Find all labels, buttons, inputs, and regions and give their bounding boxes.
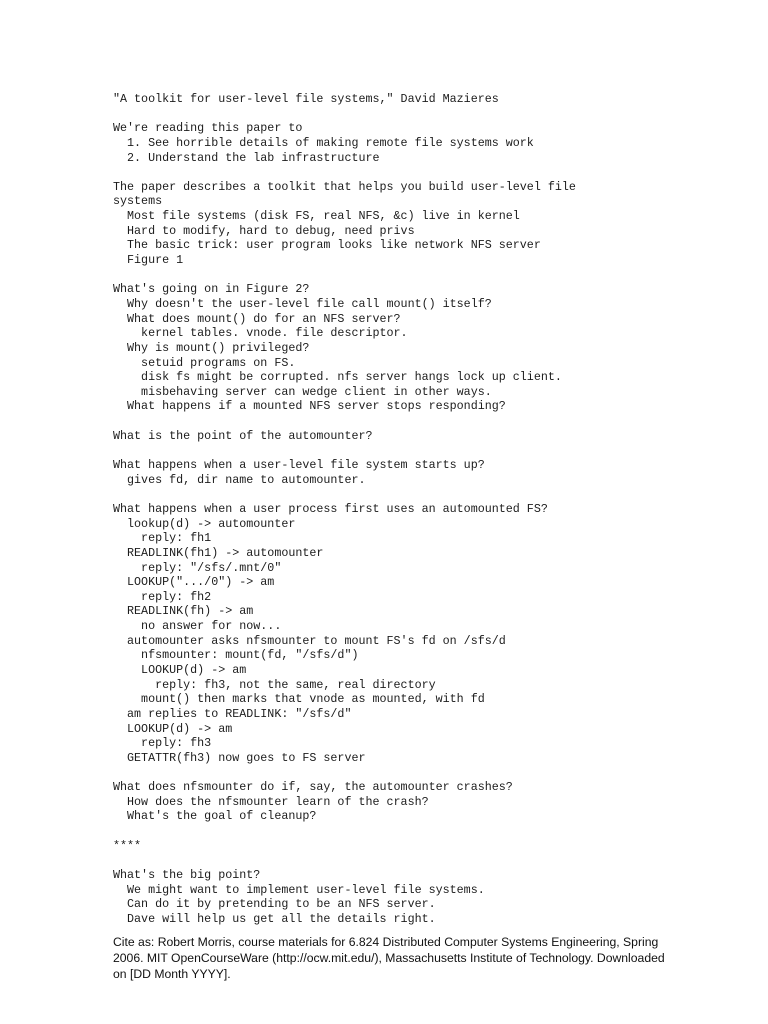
text-line: LOOKUP(d) -> am (113, 721, 233, 736)
text-line: We might want to implement user-level file systems. (113, 882, 485, 897)
blank-line (113, 824, 733, 839)
text-line: Dave will help us get all the details right. (113, 911, 436, 926)
blank-line (113, 107, 733, 122)
citation-footer: Cite as: Robert Morris, course materials for 6.824 Distributed Computer Systems Engineering, Spring 2006. MIT OpenCourseWare (http://ocw.mit.edu/), Massachusetts Institute of Technology. Downloaded on [DD Month YYYY]. (113, 935, 665, 981)
blank-line (113, 414, 733, 429)
text-line: READLINK(fh) -> am (113, 604, 254, 619)
text-line: The paper describes a toolkit that helps you build user-level file (113, 179, 576, 194)
text-line: reply: fh3, not the same, real directory (113, 677, 436, 692)
text-line: reply: "/sfs/.mnt/0" (113, 560, 282, 575)
blank-line (113, 487, 733, 502)
text-line: GETATTR(fh3) now goes to FS server (113, 750, 366, 765)
text-line: What happens when a user process first uses an automounted FS? (113, 501, 548, 516)
blank-line (113, 268, 733, 283)
lecture-notes-text (113, 92, 733, 927)
text-line: nfsmounter: mount(fd, "/sfs/d") (113, 648, 359, 663)
blank-line (113, 765, 733, 780)
text-line: am replies to READLINK: "/sfs/d" (113, 706, 352, 721)
text-line: What does mount() do for an NFS server? (113, 311, 401, 326)
text-line: no answer for now... (113, 619, 282, 634)
text-line: lookup(d) -> automounter (113, 516, 296, 531)
blank-line (113, 443, 733, 458)
text-line: How does the nfsmounter learn of the crash? (113, 794, 429, 809)
text-line: Why is mount() privileged? (113, 340, 310, 355)
text-line: What is the point of the automounter? (113, 428, 373, 443)
text-line: The basic trick: user program looks like network NFS server (113, 238, 541, 253)
text-line: We're reading this paper to (113, 121, 303, 136)
text-line: kernel tables. vnode. file descriptor. (113, 326, 408, 341)
text-line: **** (113, 838, 142, 853)
text-line: reply: fh2 (113, 589, 212, 604)
text-line: What does nfsmounter do if, say, the automounter crashes? (113, 780, 513, 795)
text-line: 1. See horrible details of making remote file systems work (113, 135, 534, 150)
text-line: Why doesn't the user-level file call mount() itself? (113, 296, 492, 311)
text-line: reply: fh3 (113, 736, 212, 751)
text-line: What's the big point? (113, 867, 261, 882)
text-line: What's the goal of cleanup? (113, 809, 317, 824)
text-line: mount() then marks that vnode as mounted, with fd (113, 692, 485, 707)
text-line: What's going on in Figure 2? (113, 282, 310, 297)
text-line: automounter asks nfsmounter to mount FS's fd on /sfs/d (113, 633, 506, 648)
text-line: systems (113, 194, 163, 209)
text-line: 2. Understand the lab infrastructure (113, 150, 380, 165)
text-line: Can do it by pretending to be an NFS server. (113, 897, 436, 912)
text-line: What happens when a user-level file system starts up? (113, 458, 485, 473)
text-line: reply: fh1 (113, 531, 212, 546)
blank-line (113, 853, 733, 868)
text-line: gives fd, dir name to automounter. (113, 472, 366, 487)
text-line: Figure 1 (113, 253, 184, 268)
text-line: misbehaving server can wedge client in other ways. (113, 384, 492, 399)
text-line: "A toolkit for user-level file systems," David Mazieres (113, 92, 499, 106)
text-line: disk fs might be corrupted. nfs server hangs lock up client. (113, 370, 562, 385)
text-line: Hard to modify, hard to debug, need privs (113, 223, 415, 238)
text-line: LOOKUP(d) -> am (113, 662, 247, 677)
text-line: READLINK(fh1) -> automounter (113, 545, 324, 560)
text-line: setuid programs on FS. (113, 355, 296, 370)
blank-line (113, 165, 733, 180)
text-line: Most file systems (disk FS, real NFS, &c) live in kernel (113, 209, 520, 224)
text-line: What happens if a mounted NFS server stops responding? (113, 399, 506, 414)
text-line: LOOKUP(".../0") -> am (113, 575, 275, 590)
